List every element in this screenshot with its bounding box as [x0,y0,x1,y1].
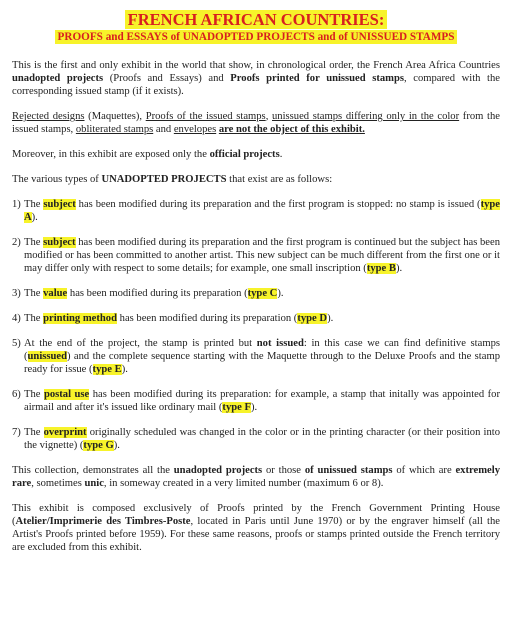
page-subtitle: PROOFS and ESSAYS of UNADOPTED PROJECTS and of UNISSUED STAMPS [55,30,458,44]
type-item-6: 6) The postal use has been modified during its preparation: for example, a stamp that initally was appointed for airmail and after it's issued like ordinary mail (type F). [12,389,500,413]
type-item-5: 5) At the end of the project, the stamp is printed but not issued: in this case we can find definitive stamps (unissued) and the complete sequence starting with the Maquette through to the Deluxe Proofs and the stamp ready for issue (type E). [12,338,500,375]
type-item-2: 2) The subject has been modified during its preparation and the first program is continued but the subject has been modified or has been committed to another artist. This new subject can be much different from the first one or it may differ only with respect to some details; for example, one small inscription (type B). [12,237,500,274]
page-title: FRENCH AFRICAN COUNTRIES: [125,10,388,29]
official-paragraph: Moreover, in this exhibit are exposed only the official projects. [12,149,283,160]
type-item-1: 1) The subject has been modified during its preparation and the first program is stopped: no stamp is issued (type A). [12,199,500,223]
composition-paragraph: This exhibit is composed exclusively of Proofs printed by the French Government Printing House (Atelier/Imprimerie des Timbres-Poste, located in Paris until June 1970) or by the engraver himself (all the Artist's Proofs printed before 1959). For these same reasons, proofs or stamps printed outside the French territory are excluded from this exhibit. [12,503,500,553]
types-intro-paragraph: The various types of UNADOPTED PROJECTS that exist are as follows: [12,174,333,185]
collection-paragraph: This collection, demonstrates all the unadopted projects or those of unissued stamps of which are extremely rare, sometimes unic, in someway created in a very limited number (maximum 6 or 8). [12,465,500,489]
type-item-4: 4) The printing method has been modified during its preparation (type D). [12,313,334,324]
type-item-3: 3) The value has been modified during its preparation (type C). [12,288,284,299]
exclusions-paragraph: Rejected designs (Maquettes), Proofs of the issued stamps, unissued stamps differing only in the color from the issued stamps, obliterated stamps and envelopes are not the object of this exhibit. [12,111,500,135]
intro-paragraph: This is the first and only exhibit in the world that show, in chronological order, the French Area Africa Countries unadopted projects (Proofs and Essays) and Proofs printed for unissued stamps, compared with the corresponding issued stamp (if it exists). [12,60,500,97]
title-block [12,10,500,44]
type-item-7: 7) The overprint originally scheduled was changed in the color or in the printing character (or their position into the vignette) (type G). [12,427,500,451]
